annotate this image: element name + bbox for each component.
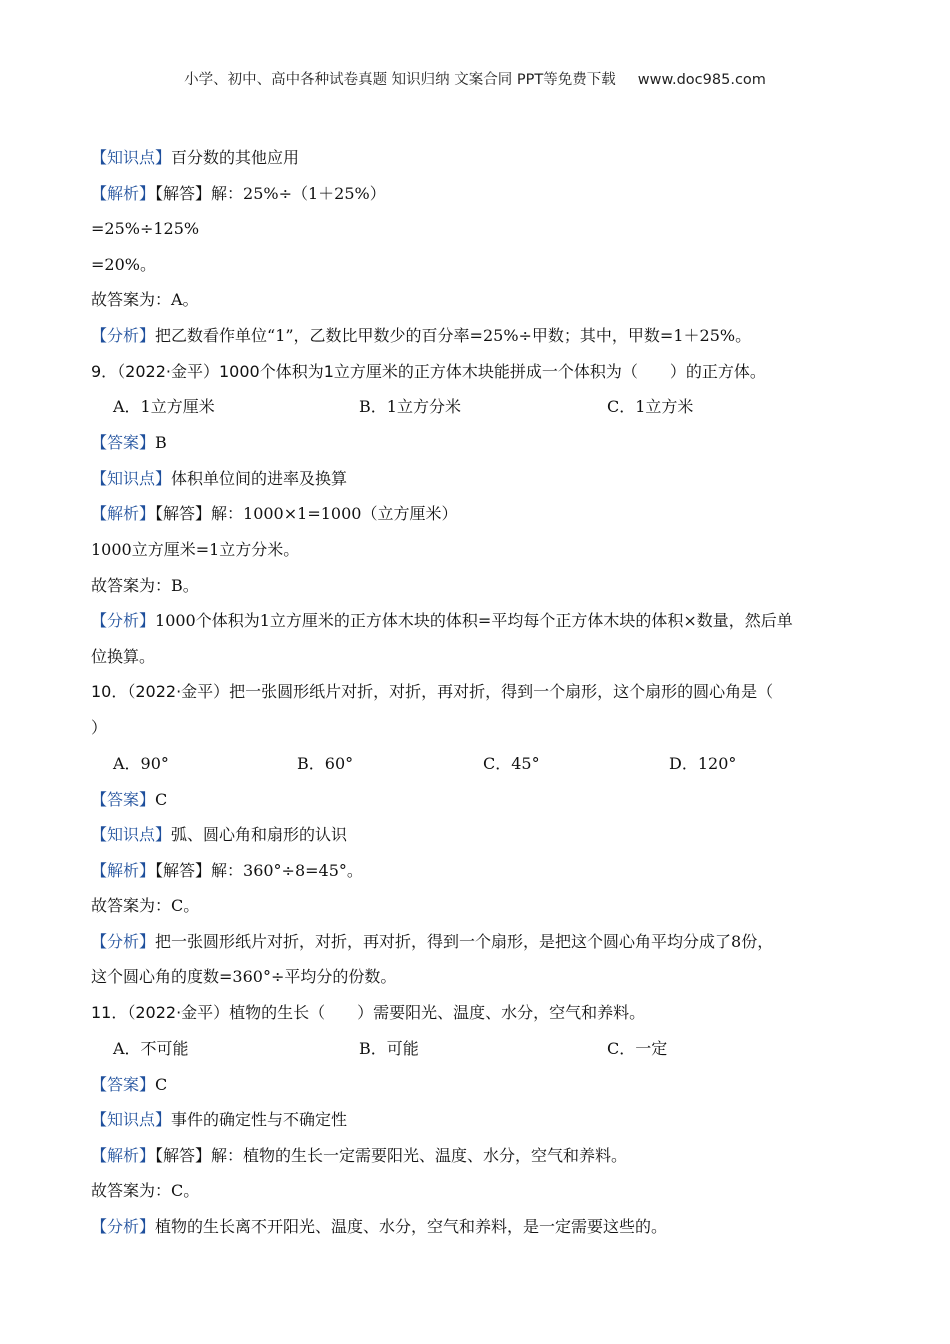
page-header — [0, 68, 950, 89]
q8-reasoning: 【分析】把乙数看作单位“1”，乙数比甲数少的百分率=25%÷甲数；其中，甲数=1＋25%。 — [91, 325, 752, 345]
q8-step1: =25%÷125% — [91, 219, 200, 239]
analysis-tag: 【解析】 — [91, 1145, 156, 1165]
reasoning-tag: 【分析】 — [91, 1217, 156, 1237]
q11-options — [91, 1031, 861, 1067]
q9-reasoning-cont: 位换算。 — [91, 646, 156, 666]
analysis-tag: 【解析】 — [91, 183, 156, 203]
q9-analysis: 【解析】【解答】解：1000×1=1000（立方厘米） — [91, 504, 458, 524]
q11-option-c: C．一定 — [607, 1038, 668, 1058]
q9-step1: 1000立方厘米=1立方分米。 — [91, 539, 300, 559]
q9-knowledge: 【知识点】体积单位间的进率及换算 — [91, 468, 348, 488]
q10-question: 10．（2022·金平）把一张圆形纸片对折，对折，再对折，得到一个扇形，这个扇形的圆心角是（ — [91, 682, 774, 702]
q8-analysis: 【解析】【解答】解：25%÷（1＋25%） — [91, 183, 386, 203]
q10-analysis: 【解析】【解答】解：360°÷8=45°。 — [91, 860, 363, 880]
q11-option-b: B．可能 — [359, 1038, 419, 1058]
q9-answer: 【答案】B — [91, 433, 167, 453]
knowledge-tag: 【知识点】 — [91, 1110, 172, 1130]
q11-reasoning: 【分析】植物的生长离不开阳光、温度、水分，空气和养料，是一定需要这些的。 — [91, 1217, 668, 1237]
q10-option-c: C．45° — [483, 753, 540, 773]
q8-knowledge: 【知识点】百分数的其他应用 — [91, 148, 300, 167]
q9-option-c: C．1立方米 — [607, 397, 694, 417]
q10-answer: 【答案】C — [91, 789, 168, 809]
q10-option-b: B．60° — [297, 753, 354, 773]
q10-conclusion: 故答案为：C。 — [91, 896, 200, 916]
q11-analysis: 【解析】【解答】解：植物的生长一定需要阳光、温度、水分，空气和养料。 — [91, 1145, 628, 1165]
reasoning-tag: 【分析】 — [91, 611, 156, 631]
q10-question-cont: ） — [91, 717, 108, 737]
q11-question: 11．（2022·金平）植物的生长（ ）需要阳光、温度、水分，空气和养料。 — [91, 1003, 646, 1023]
q9-option-b: B．1立方分米 — [359, 397, 461, 417]
knowledge-tag: 【知识点】 — [91, 148, 172, 167]
knowledge-tag: 【知识点】 — [91, 825, 172, 845]
analysis-tag: 【解析】 — [91, 860, 156, 880]
document-content — [91, 140, 861, 1245]
q8-conclusion: 故答案为：A。 — [91, 290, 199, 310]
q10-option-a: A．90° — [113, 753, 169, 773]
q9-options — [91, 389, 861, 425]
header-text: 小学、初中、高中各种试卷真题 知识归纳 文案合同 PPT等免费下载 — [184, 72, 616, 88]
q11-conclusion: 故答案为：C。 — [91, 1181, 200, 1201]
answer-tag: 【答案】 — [91, 1074, 156, 1094]
answer-tag: 【答案】 — [91, 789, 156, 809]
reasoning-tag: 【分析】 — [91, 325, 156, 345]
q9-reasoning: 【分析】1000个体积为1立方厘米的正方体木块的体积=平均每个正方体木块的体积×数量，然后单 — [91, 611, 793, 631]
q10-reasoning-cont: 这个圆心角的度数=360°÷平均分的份数。 — [91, 967, 397, 987]
q10-option-d: D．120° — [669, 753, 737, 773]
reasoning-tag: 【分析】 — [91, 931, 156, 951]
knowledge-tag: 【知识点】 — [91, 468, 172, 488]
q8-step2: =20%。 — [91, 254, 156, 274]
answer-tag: 【答案】 — [91, 433, 156, 453]
q11-answer: 【答案】C — [91, 1074, 168, 1094]
analysis-tag: 【解析】 — [91, 504, 156, 524]
q11-option-a: A．不可能 — [113, 1038, 189, 1058]
q10-knowledge: 【知识点】弧、圆心角和扇形的认识 — [91, 825, 348, 845]
q11-knowledge: 【知识点】事件的确定性与不确定性 — [91, 1110, 348, 1130]
q9-option-a: A．1立方厘米 — [113, 397, 215, 417]
q9-question: 9．（2022·金平）1000个体积为1立方厘米的正方体木块能拼成一个体积为（ ）的正方体。 — [91, 361, 766, 381]
q9-conclusion: 故答案为：B。 — [91, 575, 199, 595]
q10-reasoning: 【分析】把一张圆形纸片对折，对折，再对折，得到一个扇形，是把这个圆心角平均分成了8份， — [91, 931, 774, 951]
q10-options — [91, 746, 861, 782]
header-site-link[interactable]: www.doc985.com — [637, 72, 766, 88]
